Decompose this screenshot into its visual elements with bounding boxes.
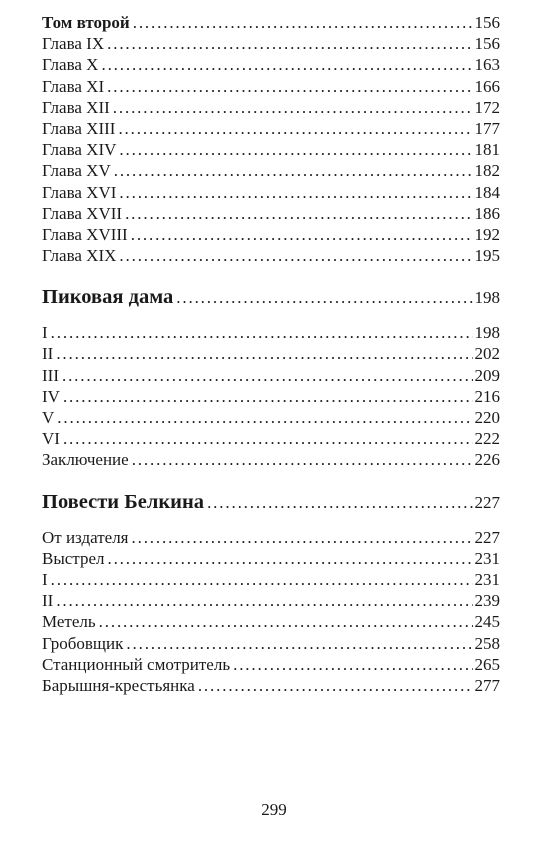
toc-entry [42,633,500,654]
pikovaya-dama-chapters [42,322,500,470]
toc-entry-title: От издателя [42,527,129,547]
toc-entry-page: 163 [474,55,500,75]
dot-leader [57,407,472,428]
toc-entry-page: 226 [474,450,500,470]
toc-entry-page: 231 [474,548,500,568]
toc-entry-title: Глава XV [42,161,111,181]
dot-leader [133,12,473,33]
toc-entry [42,611,500,632]
toc-entry-page: 277 [474,675,500,695]
toc-entry-page: 222 [474,429,500,449]
dot-leader [118,118,472,139]
toc-entry-page: 227 [474,527,500,547]
toc-entry [42,527,500,548]
toc-entry-page: 245 [474,612,500,632]
dot-leader [198,675,473,696]
toc-entry-page: 186 [474,203,500,223]
dot-leader [51,569,473,590]
dot-leader [63,428,473,449]
toc-entry-volume-two [42,12,500,33]
toc-entry [42,97,500,118]
table-of-contents [42,12,500,696]
toc-entry-title: Глава IX [42,34,105,54]
dot-leader [62,365,473,386]
toc-entry-title: Глава XIII [42,118,116,138]
dot-leader [114,160,473,181]
toc-section-povesti-belkina [42,485,500,519]
dot-leader [113,97,473,118]
dot-leader [119,245,472,266]
toc-entry-page: 172 [474,97,500,117]
toc-entry-title: Том второй [42,13,130,32]
toc-entry-title: Глава X [42,55,99,75]
page-number: 299 [261,800,287,819]
toc-entry-title: Глава XII [42,97,110,117]
toc-entry-page: 156 [474,34,500,54]
dot-leader [126,633,472,654]
toc-entry [42,322,500,343]
toc-entry-title: I [42,569,48,589]
toc-section-pikovaya-dama [42,280,500,314]
toc-entry-title: Глава XVIII [42,224,128,244]
volume-two-chapters [42,33,500,266]
toc-entry [42,407,500,428]
toc-entry [42,245,500,266]
dot-leader [207,486,472,520]
toc-entry [42,224,500,245]
toc-entry [42,428,500,449]
dot-leader [132,527,473,548]
toc-entry-page: 195 [474,246,500,266]
dot-leader [99,611,473,632]
povesti-belkina-chapters [42,527,500,697]
toc-entry [42,160,500,181]
toc-entry-page: 192 [474,224,500,244]
dot-leader [119,139,472,160]
toc-entry [42,33,500,54]
toc-entry-title: Гробовщик [42,633,124,653]
toc-entry-title: Глава XVII [42,203,123,223]
toc-entry-page: 209 [474,365,500,385]
toc-entry [42,548,500,569]
section-title: Повести Белкина [42,490,205,513]
toc-entry-page: 239 [474,591,500,611]
dot-leader [56,343,472,364]
toc-entry-title: Глава XIV [42,140,117,160]
dot-leader [56,590,472,611]
toc-entry-page: 166 [474,76,500,96]
toc-entry-title: V [42,408,55,427]
toc-entry-title: Заключение [42,450,129,470]
toc-entry-title: Метель [42,612,96,632]
toc-entry-title: II [42,344,54,364]
toc-entry-title: IV [42,386,60,406]
toc-entry-title: Выстрел [42,548,105,568]
toc-entry-title: Станционный смотритель [42,654,231,674]
toc-entry-title: VI [42,429,60,449]
toc-entry-page: 220 [474,408,500,427]
toc-entry-page: 216 [474,386,500,406]
toc-entry-title: Барышня-крестьянка [42,675,195,695]
toc-entry-page: 198 [474,323,500,343]
toc-entry-title: III [42,365,59,385]
toc-entry [42,386,500,407]
dot-leader [107,33,472,54]
dot-leader [125,203,472,224]
toc-entry [42,118,500,139]
dot-leader [63,386,473,407]
dot-leader [119,182,472,203]
dot-leader [51,322,473,343]
toc-entry-title: II [42,591,54,611]
toc-entry [42,365,500,386]
dot-leader [233,654,472,675]
section-page: 227 [474,492,500,512]
toc-entry-page: 231 [474,569,500,589]
toc-entry-page: 202 [474,344,500,364]
toc-entry [42,590,500,611]
toc-entry-page: 181 [474,140,500,160]
toc-entry [42,182,500,203]
toc-entry-page: 182 [474,161,500,181]
toc-entry [42,54,500,75]
section-title: Пиковая дама [42,286,174,309]
toc-entry [42,654,500,675]
toc-entry [42,343,500,364]
toc-entry [42,139,500,160]
dot-leader [131,224,473,245]
toc-entry-page: 184 [474,182,500,202]
toc-entry-title: Глава XI [42,76,105,96]
toc-entry [42,203,500,224]
dot-leader [101,54,472,75]
toc-entry [42,675,500,696]
dot-leader [132,449,473,470]
toc-entry-page: 156 [474,13,500,32]
toc-entry-title: Глава XIX [42,246,117,266]
dot-leader [176,281,472,315]
toc-entry [42,76,500,97]
toc-entry-page: 258 [474,633,500,653]
toc-entry-page: 177 [474,118,500,138]
toc-entry [42,569,500,590]
toc-entry-page: 265 [474,654,500,674]
section-page: 198 [474,288,500,308]
dot-leader [107,548,472,569]
toc-entry-title: Глава XVI [42,182,117,202]
toc-entry-title: I [42,323,48,343]
toc-entry [42,449,500,470]
dot-leader [107,76,472,97]
